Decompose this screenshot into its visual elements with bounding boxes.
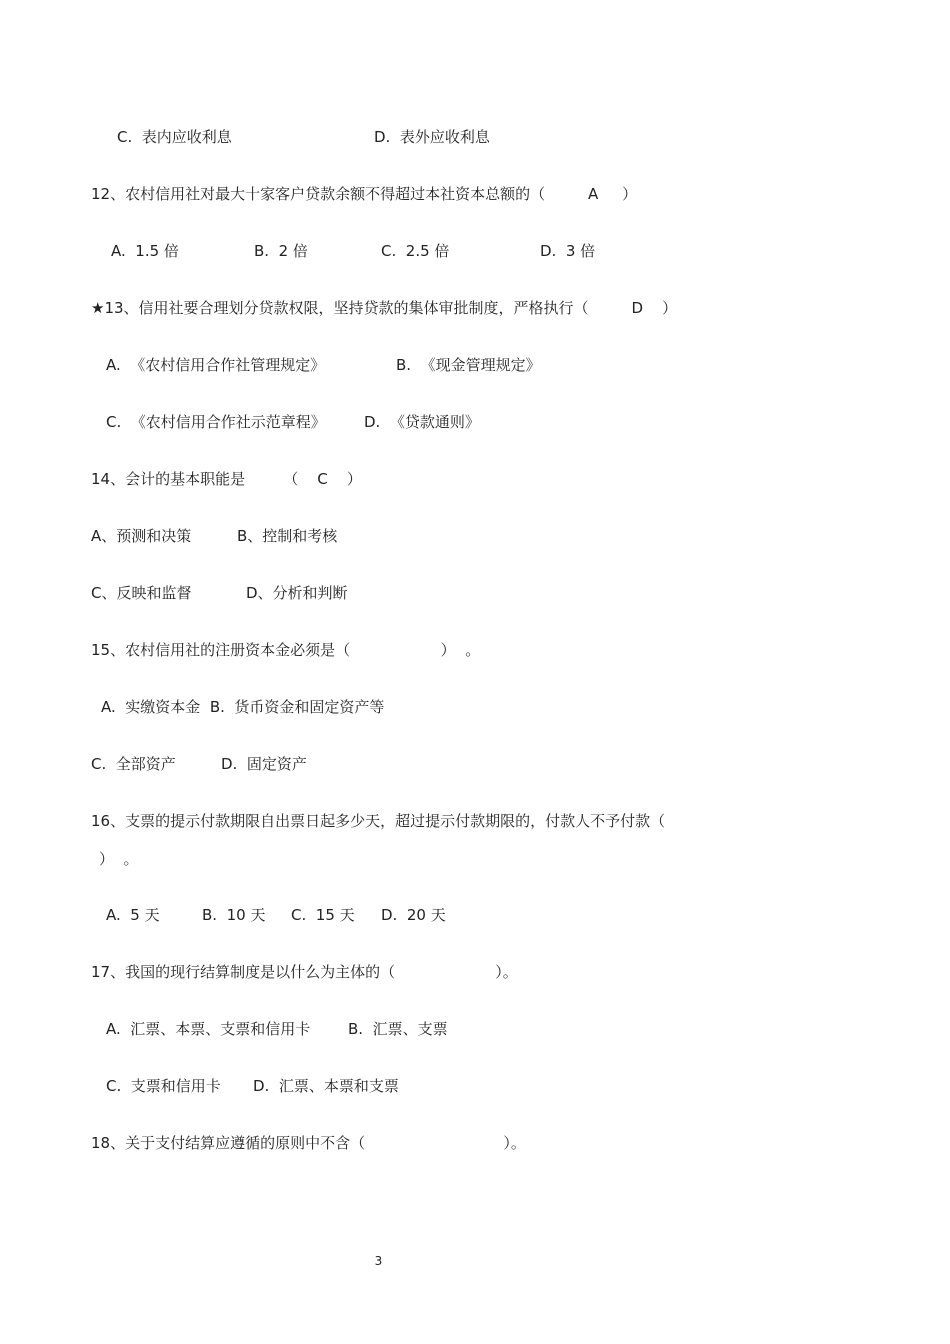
question-16-continuation: ） 。	[99, 850, 139, 868]
option-13-c: C. 《农村信用合作社示范章程》	[106, 413, 326, 431]
option-14-a: A、预测和决策	[91, 527, 192, 545]
option-15-c: C. 全部资产	[91, 755, 176, 773]
option-12-c: C. 2.5 倍	[381, 242, 450, 260]
option-14-c: C、反映和监督	[91, 584, 192, 602]
question-18: 18、关于支付结算应遵循的原则中不含（ ）。	[91, 1134, 526, 1152]
option-16-a: A. 5 天	[106, 906, 160, 924]
option-16-b: B. 10 天	[202, 906, 266, 924]
option-16-d: D. 20 天	[381, 906, 446, 924]
option-14-b: B、控制和考核	[237, 527, 338, 545]
option-13-a: A. 《农村信用合作社管理规定》	[106, 356, 326, 374]
page-number: 3	[374, 1254, 383, 1268]
option-15-d: D. 固定资产	[221, 755, 307, 773]
question-17: 17、我国的现行结算制度是以什么为主体的（ ）。	[91, 963, 518, 981]
option-c11-c: C. 表内应收利息	[117, 128, 232, 146]
option-c11-d: D. 表外应收利息	[374, 128, 490, 146]
question-14: 14、会计的基本职能是 （ C ）	[91, 470, 362, 488]
option-17-b: B. 汇票、支票	[348, 1020, 448, 1038]
option-16-c: C. 15 天	[291, 906, 355, 924]
question-16: 16、支票的提示付款期限自出票日起多少天，超过提示付款期限的，付款人不予付款（	[91, 812, 666, 830]
option-17-c: C. 支票和信用卡	[106, 1077, 221, 1095]
option-13-d: D. 《贷款通则》	[364, 413, 480, 431]
question-15: 15、农村信用社的注册资本金必须是（ ） 。	[91, 641, 481, 659]
option-15-ab: A. 实缴资本金 B. 货币资金和固定资产等	[101, 698, 385, 716]
option-12-d: D. 3 倍	[540, 242, 596, 260]
option-12-b: B. 2 倍	[254, 242, 308, 260]
question-13: ★13、信用社要合理划分贷款权限，坚持贷款的集体审批制度，严格执行（ D ）	[91, 299, 678, 317]
option-13-b: B. 《现金管理规定》	[396, 356, 541, 374]
option-17-a: A. 汇票、本票、支票和信用卡	[106, 1020, 311, 1038]
option-17-d: D. 汇票、本票和支票	[253, 1077, 399, 1095]
question-12: 12、农村信用社对最大十家客户贷款余额不得超过本社资本总额的（ A ）	[91, 185, 638, 203]
option-14-d: D、分析和判断	[246, 584, 348, 602]
option-12-a: A. 1.5 倍	[111, 242, 179, 260]
